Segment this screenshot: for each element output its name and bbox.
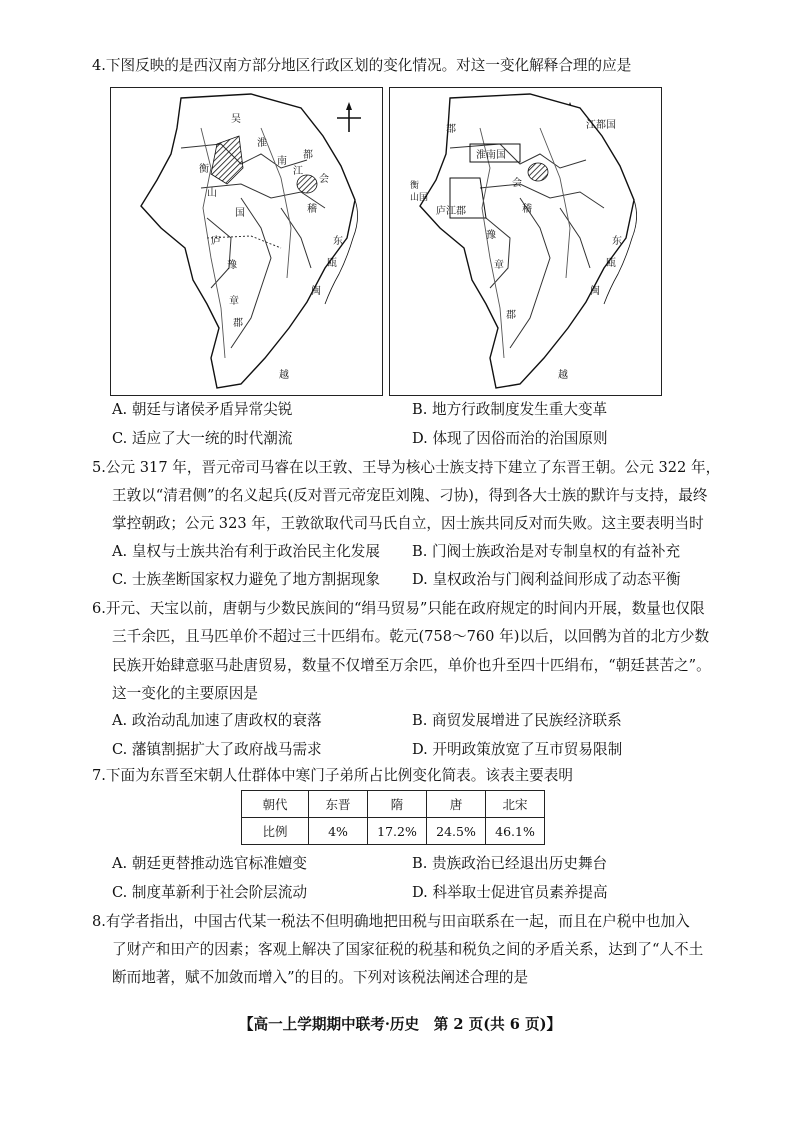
q6-stem-line-2: 三千余匹，且马匹单价不超过三十匹绢布。乾元(758～760 年)以后，以回鹘为首的北方少数: [112, 628, 710, 645]
svg-text:山: 山: [207, 188, 217, 199]
svg-text:江: 江: [293, 166, 303, 177]
svg-text:郡: 郡: [506, 310, 516, 321]
compass-icon: [337, 102, 361, 132]
q6-stem-line-4: 这一变化的主要原因是: [112, 685, 258, 702]
svg-text:衡: 衡: [199, 164, 209, 175]
svg-text:淮: 淮: [257, 138, 267, 149]
svg-text:郡: 郡: [446, 124, 456, 135]
ratio-table: [241, 790, 545, 845]
q6-option-d[interactable]: D. 开明政策放宽了互市贸易限制: [412, 741, 623, 758]
q8-stem-line-1: 8.有学者指出，中国古代某一税法不但明确地把田税与田亩联系在一起，而且在户税中也加入: [92, 913, 690, 930]
q6-stem-line-1: 6.开元、天宝以前，唐朝与少数民族间的“绢马贸易”只能在政府规定的时间内开展，数量也仅限: [92, 600, 705, 617]
q7-option-b[interactable]: B. 贵族政治已经退出历史舞台: [412, 855, 608, 872]
table-header-cell: 隋: [368, 791, 427, 818]
svg-text:瓯: 瓯: [606, 258, 616, 269]
q5-stem-line-3: 掌控朝政；公元 323 年，王敦欲取代司马氏自立，因士族共同反对而失败。这主要表明当时: [112, 515, 704, 532]
q7-option-d[interactable]: D. 科举取士促进官员素养提高: [412, 884, 608, 901]
table-header-cell: 朝代: [242, 791, 309, 818]
table-cell: 24.5%: [427, 818, 486, 845]
q4-option-b[interactable]: B. 地方行政制度发生重大变革: [412, 401, 608, 418]
table-header-cell: 北宋: [486, 791, 545, 818]
table-row: [242, 818, 545, 845]
svg-text:闽: 闽: [590, 286, 600, 297]
q6-stem-line-3: 民族开始肆意驱马赴唐贸易，数量不仅增至万余匹，单价也升至四十匹绢布，“朝廷甚苦之”。: [112, 657, 711, 674]
svg-text:豫: 豫: [227, 260, 237, 271]
svg-text:国: 国: [235, 208, 245, 219]
q6-option-a[interactable]: A. 政治动乱加速了唐政权的衰落: [112, 712, 322, 729]
svg-text:吴: 吴: [231, 114, 241, 125]
map-after: [389, 87, 662, 396]
q8-stem-line-2: 了财产和田产的因素；客观上解决了国家征税的税基和税负之间的矛盾关系，达到了“人不土: [112, 941, 704, 958]
svg-text:南: 南: [277, 156, 287, 167]
q4-option-d[interactable]: D. 体现了因俗而治的治国原则: [412, 430, 608, 447]
map-before: [110, 87, 383, 396]
table-header-cell: 唐: [427, 791, 486, 818]
map-before-drawing: [111, 88, 382, 395]
q7-option-c[interactable]: C. 制度革新利于社会阶层流动: [112, 884, 308, 901]
q5-option-c[interactable]: C. 士族垄断国家权力避免了地方割据现象: [112, 571, 381, 588]
q6-option-c[interactable]: C. 藩镇割据扩大了政府战马需求: [112, 741, 322, 758]
q5-option-b[interactable]: B. 门阀士族政治是对专制皇权的有益补充: [412, 543, 681, 560]
table-cell: 比例: [242, 818, 309, 845]
svg-text:越: 越: [279, 370, 289, 381]
svg-text:章: 章: [494, 260, 504, 271]
q5-stem-line-2: 王敦以“清君侧”的名义起兵(反对晋元帝宠臣刘隗、刁协)，得到各大士族的默许与支持，最终: [112, 487, 708, 504]
svg-text:稽: 稽: [522, 204, 532, 215]
svg-text:瓯: 瓯: [327, 258, 337, 269]
svg-text:庐江郡: 庐江郡: [436, 206, 466, 217]
page-footer: 【高一上学期期中联考·历史 第 2 页(共 6 页)】: [238, 1016, 562, 1033]
q5-stem-line-1: 5.公元 317 年，晋元帝司马睿在以王敦、王导为核心士族支持下建立了东晋王朝。公元 322 年，: [92, 459, 721, 476]
q4-stem: 4.下图反映的是西汉南方部分地区行政区划的变化情况。对这一变化解释合理的应是: [92, 57, 632, 74]
svg-text:会: 会: [512, 178, 522, 189]
q7-stem: 7.下面为东晋至宋朝人仕群体中寒门子弟所占比例变化简表。该表主要表明: [92, 767, 573, 784]
svg-text:江都国: 江都国: [586, 120, 616, 131]
svg-text:衡: 衡: [410, 181, 420, 191]
svg-text:郡: 郡: [233, 318, 243, 329]
table-cell: 17.2%: [368, 818, 427, 845]
svg-text:稽: 稽: [307, 204, 317, 215]
svg-text:东: 东: [333, 236, 343, 247]
q6-option-b[interactable]: B. 商贸发展增进了民族经济联系: [412, 712, 622, 729]
svg-text:山国: 山国: [410, 193, 429, 203]
q8-stem-line-3: 断而地著，赋不加敛而增入”的目的。下列对该税法阐述合理的是: [112, 969, 529, 986]
map-after-drawing: [390, 88, 661, 395]
table-header-cell: 东晋: [309, 791, 368, 818]
q4-option-c[interactable]: C. 适应了大一统的时代潮流: [112, 430, 293, 447]
svg-text:豫: 豫: [486, 230, 496, 241]
table-cell: 4%: [309, 818, 368, 845]
svg-text:闽: 闽: [311, 286, 321, 297]
table-cell: 46.1%: [486, 818, 545, 845]
svg-text:越: 越: [558, 370, 568, 381]
svg-text:都: 都: [303, 150, 313, 161]
q5-option-a[interactable]: A. 皇权与士族共治有利于政治民主化发展: [112, 543, 380, 560]
q4-option-a[interactable]: A. 朝廷与诸侯矛盾异常尖锐: [112, 401, 293, 418]
svg-text:庐: 庐: [211, 236, 221, 247]
svg-text:东: 东: [612, 236, 622, 247]
svg-text:会: 会: [319, 174, 329, 185]
svg-text:章: 章: [229, 296, 239, 307]
q5-option-d[interactable]: D. 皇权政治与门阀利益间形成了动态平衡: [412, 571, 681, 588]
q7-option-a[interactable]: A. 朝廷更替推动选官标准嬗变: [112, 855, 307, 872]
svg-text:淮南国: 淮南国: [476, 150, 506, 161]
table-row: [242, 791, 545, 818]
